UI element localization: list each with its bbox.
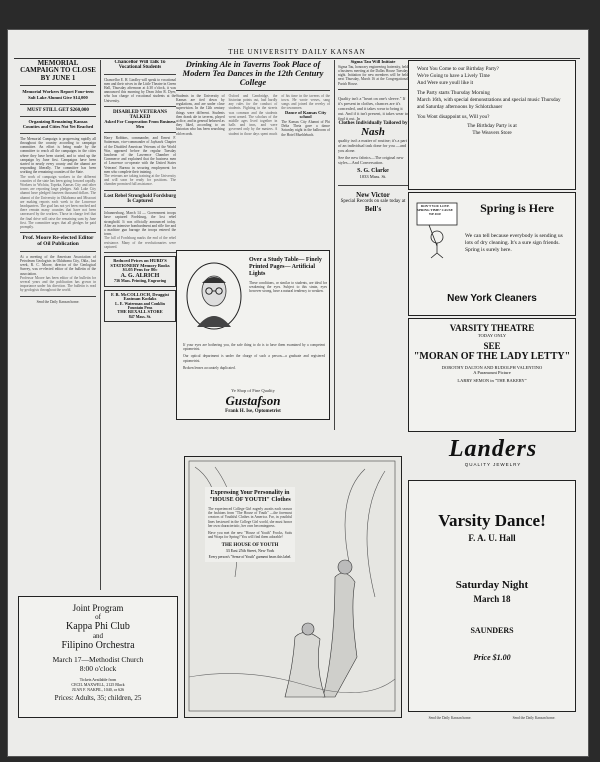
varsity-short: LARRY SEMON in "THE BAKERY": [457, 378, 527, 383]
optometrist-name: Gustafson: [225, 393, 281, 409]
memorial-subhead-3: Organizing Remaining Kansas Counties and Cities Not Yet Reached: [22, 119, 94, 129]
varsity-paramount: A Paramount Picture: [473, 370, 511, 375]
party-line-8: The Weavers Store: [472, 130, 512, 136]
hoy-tag: Every person's "Sense of Youth" garment bears this label.: [208, 555, 292, 560]
veterans-headline: DISABLED VETERANS TALKED: [113, 109, 167, 120]
party-line-2: We're Going to have a Lively Time: [417, 73, 490, 79]
joint-program-ad: [18, 596, 178, 718]
druggist-addr: 847 Mass. St.: [128, 314, 152, 320]
dance-title: Varsity Dance!: [438, 511, 546, 530]
optometrist-ad: [176, 250, 330, 420]
memorial-body-cont: The work of campaign workers in the different counties of the state has been going forward rapidly. Workers in Wichita, Topeka, Kansas City and other towns are reporting large pledges. Salt Lake City alumni have pledged fourteen thousand dollars. The alumni of the University in Oklahoma and Missouri are making reports each week to the Lawrence headquarters. The goal has not yet been reached and there remain many counties that have not been canvassed by the workers. Those in charge feel that the final drive will raise the remaining sum by June first. The committee urges that all pledges be paid promptly.: [20, 174, 96, 229]
program-line-8: Tickets Available from: [79, 677, 117, 682]
tavern-headline: Drinking Ale in Taverns Took Place of Modern Tea Dances in the 12th Century College: [182, 60, 324, 87]
tavern-feature: [176, 60, 330, 248]
hoy-body: The experienced College Girl eagerly awaits each season the fashions from "The House of Youth" —the foremost creators of Youthful Clothes in America. For, in youthful lines bestowed in the College Girl world, she must honor her own characteristic, her own becomingness.: [208, 507, 292, 528]
victor-title: New Victor: [356, 190, 390, 199]
druggist-store: THE REXALL STORE: [117, 309, 163, 315]
landers-ad: [418, 436, 568, 472]
column-sigma-tau: [334, 60, 408, 430]
nash-text: Quality isn't a "heart on one's sleeve." If it's present in clothes, chances are it's concealed, and it takes wear to bring it out. And if it isn't present, it takes wear to find it out. In: [338, 95, 408, 121]
chancellor-headline: Chancellor Will Talk To Vocational Students: [114, 60, 166, 71]
veterans-subhead: Asked For Cooperation From Business Men: [104, 119, 176, 129]
dance-date: March 18: [473, 594, 511, 604]
program-line-7: 8:00 o'clock: [79, 664, 117, 673]
party-line-4: The Party starts Thursday Morning: [417, 90, 490, 96]
varsity-theatre-ad: [408, 318, 576, 432]
party-line-7: The Birthday Party is at: [467, 123, 517, 129]
nash-text-2: quality isn't a matter of routine; it's a part of an individual task done for you —and you alone.: [338, 137, 407, 153]
dance-band: SAUNDERS: [470, 626, 514, 635]
send-home-2: Send the Daily Kansan home.: [428, 716, 472, 720]
column-news: [100, 60, 176, 590]
stationery-ad-name: A. G. ALRICH: [120, 273, 160, 280]
hoy-addr: 33 East 25th Street, New York: [225, 548, 275, 554]
varsity-title: VARSITY THEATRE: [449, 323, 535, 333]
new-york-cleaners-ad: [408, 192, 576, 316]
memorial-subhead-2: MUST STILL GET $260,000: [27, 108, 89, 114]
moore-headline: Prof. Moore Re-elected Editor of Oil Publication: [22, 235, 94, 247]
varsity-stars: DOROTHY DALTON AND RUDOLPH VALENTINO: [441, 365, 543, 370]
masthead-title: THE UNIVERSITY DAILY KANSAN: [228, 48, 366, 56]
kc-dance-headline: Dance of Kansas City school: [284, 109, 327, 120]
varsity-dance-ad: [408, 480, 576, 712]
druggist-kodaks: Eastman Kodaks: [123, 296, 157, 302]
landers-sub: QUALITY JEWELRY: [464, 462, 522, 467]
stationery-ad-text: Reduced Prices on HURD'S STATIONERY Memory Books $1.05 Pens for 80c: [110, 257, 170, 273]
party-line-6: You Wont disappoint us, Will you?: [417, 114, 490, 120]
program-line-2: of: [95, 613, 101, 621]
sigma-headline: Sigma Tau Will Initiate: [350, 60, 396, 64]
memorial-subhead-1: Memorial Workers Report Four-teen Salt Lake Alumni Give $14,000: [22, 89, 94, 101]
portrait-icon: [185, 261, 243, 331]
moore-body: At a meeting of the American Association of Petroleum Geologists in Oklahoma City, Okla., last week, R. C. Moore, director of the Geological Survey, was re-elected editor of the bulletin of the association.: [20, 254, 96, 276]
optometrist-body-2: If your eyes are bothering you, the safe thing to do is to have them examined by a competent optometrist.: [183, 343, 325, 352]
masthead: [14, 48, 580, 59]
party-line-3: And Were sure youll like it: [417, 80, 474, 86]
tavern-body-wrap: [176, 94, 330, 137]
optometrist-body: These conditions, or similar to students, are ideal for weakening the eyes. Subject to this strain, eyes however strong, have a natural tendency to weaken.: [249, 281, 327, 294]
spring-body: We can tell because everybody is sending us lots of dry cleaning. It's a sure sign friends. Spring is surely here.: [465, 233, 563, 253]
program-line-3: Kappa Phi Club: [66, 621, 130, 632]
spring-headline: Spring is Here: [480, 201, 554, 215]
hoy-body-2: Have you met the new "House of Youth" Frocks, Suits and Wraps for Spring? You will find them adorable!: [208, 531, 292, 540]
party-line-5: March 16th, with special demonstrations and special music Thursday and Saturday afternoons by Schlotzhauer: [417, 97, 561, 110]
hoy-title: Expressing Your Personality in "HOUSE OF YOUTH" Clothes: [209, 490, 291, 503]
fordsburg-headline: Lost Rebel Stronghold Fordsburg Is Captured: [104, 193, 176, 204]
program-line-1: Joint Program: [72, 603, 124, 613]
stationery-ad: [104, 256, 176, 287]
program-line-6: March 17—Methodist Church: [52, 655, 144, 664]
optometrist-tag: Ye Shop of Fine Quality: [231, 388, 275, 393]
landers-logo: Landers: [448, 436, 538, 462]
optometrist-body-4: Broken lenses accurately duplicated.: [183, 365, 236, 370]
clarke-addr: 1033 Mass. St.: [359, 173, 387, 179]
house-of-youth-copy: [205, 487, 295, 562]
varsity-film: "MORAN OF THE LADY LETTY": [413, 351, 571, 362]
nash-brand: Nash: [361, 125, 385, 138]
cleaners-name: New York Cleaners: [447, 293, 537, 304]
column-memorial: [20, 60, 96, 590]
stationery-ad-addr: 736 Mass. Printing, Engraving: [113, 278, 167, 284]
victor-store: Bell's: [364, 204, 382, 213]
chancellor-body: Chancellor E. H. Lindley will speak to vocational men and their wives in the Little Theatre in Green Hall, Thursday afternoon at 4:30 o'clock, it was announced this morning by Dean John R. Dyer, who has charge of vocational students at the University.: [104, 77, 176, 103]
varsity-today: TODAY ONLY: [477, 333, 507, 338]
clarke-name: S. G. Clarke: [357, 167, 389, 174]
send-home-1: Send the Daily Kansan home.: [36, 299, 80, 304]
program-line-4: and: [92, 632, 104, 640]
druggist-ad: [104, 290, 176, 323]
dance-price: Price $1.00: [473, 653, 511, 662]
dance-hall: F. A. U. Hall: [468, 533, 516, 543]
varsity-see: SEE: [483, 341, 501, 351]
program-line-9: CECIL MAXWELL, 2125 Black: [71, 682, 125, 687]
tavern-body: Students in the University of Kansas are tied down by regulations, and are under close supervision. In the 12th century things were different. Students then drank ale in taverns, played at dice, and in general behaved as they liked, according to an historian who has been searching old records.: [176, 93, 225, 136]
sigma-body: Sigma Tau, honorary engineering fraternity, held a business meeting at the Dallas House Tuesday night. Initiation for new members will be held next Thursday, March 16 at the Congregational Parish House.: [338, 64, 408, 86]
veterans-body-cont: The veterans are taking training at the University and will soon be ready for positions. The chamber promised full assistance.: [104, 174, 176, 187]
kc-dance-body: The Kansas City Alumni of Phi Delta Theta gave a dance Saturday night in the ballroom of the Hotel Muehlebach.: [281, 120, 330, 137]
druggist-pens: L. E. Waterman and Conklin Fountain Pens: [115, 301, 165, 311]
moore-body-cont: Professor Moore has been editor of the bulletin for several years and the publication has grown in importance under his direction. The bulletin is read by geologists throughout the world.: [20, 275, 96, 293]
fordsburg-body: Johannesburg, March 14 — Government troops have captured Fordsburg, the lost rebel stronghold. It was officially announced today. After an intensive bombardment and rifle fire and a machine gun barrage the troops entered the town.: [104, 211, 176, 237]
program-line-10: JUAN F. NAKPIL, 1040, or 626: [71, 687, 125, 692]
optometrist-body-3: Our optical department is under the charge of such a person—a graduate and registered optometrist.: [183, 354, 325, 363]
party-line-1: Wont You Come to our Birthday Party?: [417, 66, 499, 72]
victor-records-ad: [338, 189, 408, 215]
optometrist-title: Over a Study Table— Finely Printed Pages— Artificial Lights: [249, 257, 322, 277]
program-line-11: Prices: Adults, 35; children, 25: [54, 694, 142, 702]
nash-clothes: Clothes Individually Tailored by: [338, 120, 408, 126]
program-line-5: Filipino Orchestra: [61, 640, 135, 651]
tavern-body-cont: Oxford and Cambridge, the historian points out, had hardly any rules for the conduct of students. Fighting in the streets was common and the students went armed. The scholars of the middle ages lived together in halls and inns, and were governed only by the masters. A student in those days spent much of his time in the taverns of the town. He wrote verses, sang songs and joined the revelry of the townsmen.: [228, 93, 330, 136]
veterans-body: Harry Robbins, commander, and Ernest F. Sutterman, vice-commander of Jayhawk Chapter of the Disabled American Veterans of the World War, appeared before the regular Tuesday luncheon of the Lawrence Chamber of Commerce and explained that the business men of Lawrence co-operate with the United States Veterans' Bureau in securing employment for men who complete their training.: [104, 136, 176, 174]
memorial-headline: MEMORIAL CAMPAIGN TO CLOSE BY JUNE 1: [20, 60, 96, 82]
nash-text-3: See the new fabrics—The original new styles—And Conversation.: [338, 154, 404, 165]
house-of-youth-ad: [184, 456, 402, 718]
send-home-3: Send the Daily Kansan home.: [512, 716, 556, 720]
optometrist-person: Frank H. Ise, Optometrist: [225, 409, 281, 415]
hoy-name: THE HOUSE OF YOUTH: [221, 543, 279, 549]
victor-sub: Special Records on sale today at: [340, 198, 406, 204]
dance-night: Saturday Night: [455, 579, 529, 591]
birthday-party-ad: [408, 60, 576, 190]
fordsburg-body-cont: The fall of Fordsburg marks the end of the rebel resistance. Many of the revolutionaries were captured.: [104, 236, 176, 249]
druggist-name: F. B. McCOLLOCH, Druggist: [110, 291, 170, 297]
nash-clothes-ad: [338, 93, 408, 182]
memorial-body: The Memorial Campaign is progressing rapidly all throughout the country according to campaign committee. An effort is being made by the committee to reach all the campaigns in the cities where they have been started, and to wind up the campaign by June first. Campaigns have been started in nearly every county and the alumni are responding liberally. The committee has been working the remaining counties of the State.: [20, 136, 96, 175]
spring-sign-text: DON'T YOU LOVE SPRING TIME? CAUSE WE DO!: [417, 204, 453, 216]
